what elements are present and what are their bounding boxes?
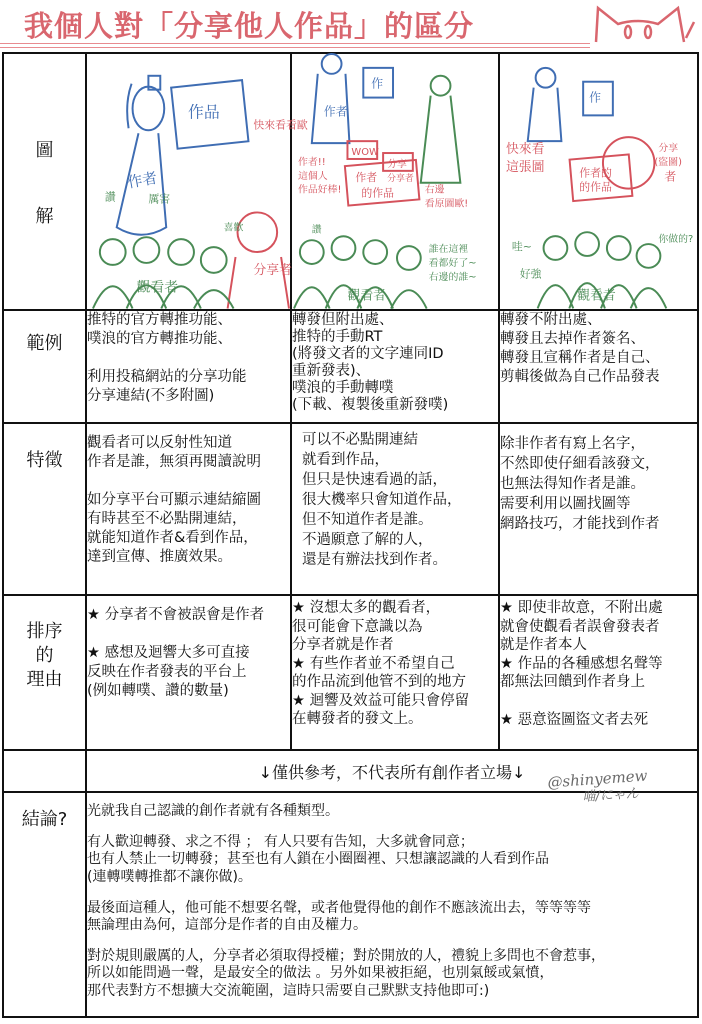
p1-work-label: 作品 <box>188 102 220 122</box>
p3-sharer-3: 者 <box>664 169 677 184</box>
uncredited-share-illustration <box>500 54 697 308</box>
features-col3-line: 不然即使仔細看該發文， <box>500 456 660 472</box>
p1-viewers: 觀看者 <box>136 279 179 296</box>
ranking-col1-line: (例如轉噗、讚的數量) <box>87 683 229 699</box>
p3-shout-2: 這張圖 <box>505 159 545 175</box>
diagram-panel-credited <box>86 53 308 310</box>
spacer <box>87 934 697 948</box>
features-col3 <box>499 423 698 595</box>
p1-sharer-cry: 快來看看歐 <box>253 118 308 132</box>
examples-col3-line: 轉發且宣稱作者是自己、 <box>500 350 660 366</box>
spacer <box>500 692 697 711</box>
examples-col1-line: 分享連結(不多附圖) <box>87 388 215 404</box>
p2-bottom-2: 看都好了~ <box>428 257 477 269</box>
ranking-col1 <box>86 595 291 750</box>
diagram-label-bottom: 解 <box>35 205 54 227</box>
features-col3-line: 也無法得知作者是誰。 <box>500 476 645 492</box>
p2-tag-wow: WOW <box>351 147 379 159</box>
features-col3-line: 除非作者有寫上名字， <box>500 436 645 452</box>
conclusion-row <box>3 792 698 1017</box>
p2-viewers: 觀看者 <box>347 288 387 304</box>
examples-col2-line: (將發文者的文字連同ID <box>292 346 444 362</box>
conclusion-line: 無論理由為何，這部分是作者的自由及權力。 <box>87 917 367 934</box>
features-col1 <box>86 423 291 595</box>
examples-col3-line: 轉發且去掉作者簽名、 <box>500 331 645 347</box>
features-col1-line: 觀看者可以反射性知道 <box>87 435 232 451</box>
features-col2-line: 很大機率只會知道作品， <box>302 492 462 508</box>
spacer <box>87 349 290 368</box>
p3-right: 你做的? <box>658 234 694 246</box>
title-underline <box>0 43 590 44</box>
diagram-row <box>3 53 698 310</box>
page-title: 我個人對「分享他人作品」的區分 <box>24 9 475 43</box>
features-col1-line: 就能知道作者&看到作品， <box>87 530 258 546</box>
ranking-col3-line: 都無法回饋到作者身上 <box>500 674 645 690</box>
conclusion-line: 最後面這種人，他可能不想要名聲，或者他覺得他的創作不應該流出去，等等等等 <box>87 899 591 916</box>
spacer <box>87 625 290 644</box>
p2-right-2: 看原圖歐! <box>424 198 469 210</box>
ranking-col3-line: ★ 作品的各種感想名聲等 <box>500 655 663 672</box>
features-col2-line: 但不知道作者是誰。 <box>302 512 433 528</box>
disclaimer-note: ↓僅供參考，不代表所有創作者立場↓ <box>86 750 698 792</box>
conclusion-line: 有人歡迎轉發、求之不得 ； 有人只要有告知，大多就會同意； <box>87 834 474 851</box>
p1-like2: 喜歡 <box>223 222 244 234</box>
ranking-col1-line: 反映在作者發表的平台上 <box>87 664 247 680</box>
examples-col3-line: 轉發不附出處、 <box>500 312 602 328</box>
author-watermark <box>547 767 649 810</box>
manual-share-illustration <box>292 54 498 309</box>
spacer <box>87 820 697 834</box>
p3-viewers: 觀看者 <box>577 288 616 304</box>
disclaimer-blank <box>3 750 86 792</box>
p3-sharer-2: (盜圖) <box>654 156 682 168</box>
examples-col1 <box>86 310 291 423</box>
features-col1-line: 達到宣傳、推廣效果。 <box>87 549 232 565</box>
p2-bottom-3: 右邊的誰~ <box>428 271 477 283</box>
conclusion-line: 光就我自己認識的創作者就有各種類型。 <box>87 803 339 819</box>
examples-row <box>3 310 698 423</box>
spacer <box>87 472 290 491</box>
examples-col1-line: 噗浪的官方轉推功能、 <box>87 331 232 347</box>
examples-col1-line: 利用投稿網站的分享功能 <box>87 369 247 385</box>
features-col2-line: 但只是快速看過的話， <box>302 472 447 488</box>
ranking-label-line: 排序 <box>26 621 63 642</box>
ranking-col1-line: ★ 分享者不會被誤會是作者 <box>87 607 265 623</box>
p2-card-right: 分享者 <box>387 173 414 184</box>
watermark-sign: 喵/にゃん <box>582 786 640 806</box>
ranking-col2-line: ★ 有些作者並不希望自己 <box>292 655 455 672</box>
diagram-panel-uncredited <box>499 53 698 310</box>
ranking-col3-line: 就會使觀看者誤會發表者 <box>500 618 660 635</box>
p2-like: 讚 <box>311 224 322 236</box>
p1-author-label: 作者 <box>126 168 159 192</box>
ranking-col1-line: ★ 感想及迴響大多可直接 <box>87 645 250 661</box>
examples-col2 <box>291 310 499 423</box>
p1-sharer-label: 分享者 <box>253 262 292 278</box>
examples-col1-line: 推特的官方轉推功能、 <box>87 312 232 328</box>
p2-right-1: 右邊 <box>424 184 445 196</box>
ranking-col2-line: 分享者就是作者 <box>292 637 394 653</box>
p3-left-2: 好強 <box>519 267 542 281</box>
p3-card-1: 作者的 <box>579 166 612 180</box>
examples-col2-line: 推特的手動RT <box>292 329 383 345</box>
ranking-col3-line: ★ 惡意盜圖盜文者去死 <box>500 711 649 728</box>
watermark-handle: @shinyemew <box>546 766 648 792</box>
conclusion-line: 對於規則嚴厲的人，分享者必須取得授權；對於開放的人，禮貌上多問也不會惹事， <box>87 948 605 965</box>
features-col1-line: 有時甚至不必點開連結， <box>87 511 247 527</box>
ranking-col2-line: ★ 沒想太多的觀看者， <box>292 600 441 616</box>
conclusion-line: 也有人禁止一切轉發；甚至也有人鎖在小圈圈裡、只想讓認識的人看到作品 <box>87 851 549 868</box>
ranking-row <box>3 595 698 750</box>
features-col2-line: 可以不必點開連結 <box>302 432 418 448</box>
examples-label: 範例 <box>3 310 86 423</box>
p2-shout-2: 這個人 <box>297 170 328 182</box>
diagram-label-top: 圖 <box>35 139 54 161</box>
diagram-panel-manual <box>291 53 499 310</box>
features-col2 <box>291 423 499 595</box>
credited-share-illustration <box>87 54 308 308</box>
p3-sharer-1: 分享 <box>658 143 679 155</box>
examples-col2-line: (下載、複製後重新發噗) <box>292 397 449 413</box>
p2-bottom-1: 誰在這裡 <box>428 244 469 256</box>
cat-doodle-icon <box>588 2 698 46</box>
examples-col3-line: 剪輯後做為自己作品發表 <box>500 369 660 385</box>
examples-col2-line: 重新發表)、 <box>292 363 371 379</box>
p2-card-bottom: 的作品 <box>361 186 394 200</box>
ranking-col2-line: ★ 迴響及效益可能只會停留 <box>292 692 470 709</box>
features-col1-line: 如分享平台可顯示連結縮圖 <box>87 492 261 508</box>
features-row <box>3 423 698 595</box>
examples-col2-line: 轉發但附出處、 <box>292 312 394 328</box>
conclusion-text <box>86 792 698 1017</box>
ranking-col3-line: ★ 即使非故意，不附出處 <box>500 600 663 616</box>
examples-col3 <box>499 310 698 423</box>
features-col1-line: 作者是誰，無須再閱讀說明 <box>87 454 261 470</box>
features-label: 特徵 <box>3 423 86 595</box>
p3-work-label: 作 <box>589 90 601 105</box>
ranking-label-line: 的 <box>35 645 54 666</box>
spacer <box>87 886 697 900</box>
p3-card-2: 的作品 <box>579 180 612 194</box>
p2-shout-1: 作者!! <box>297 156 326 168</box>
ranking-label-line: 理由 <box>26 669 63 690</box>
ranking-col3-line: 就是作者本人 <box>500 637 587 653</box>
p2-card-left: 作者 <box>355 170 378 184</box>
conclusion-line: 那代表對方不想擴大交流範圍，這時只需要自己默默支持他即可:) <box>87 982 490 999</box>
features-col2-line: 還是有辦法找到作者。 <box>302 552 447 568</box>
ranking-col2-line: 的作品流到他管不到的地方 <box>292 674 466 690</box>
p1-wow: 厲害 <box>148 192 171 206</box>
features-col2-line: 不過願意了解的人， <box>302 532 433 548</box>
conclusion-line: (連轉噗轉推都不讓你做)。 <box>87 868 252 885</box>
features-col2-line: 就看到作品， <box>302 452 389 468</box>
ranking-col3 <box>499 595 698 750</box>
p3-left-1: 哇~ <box>511 240 532 254</box>
examples-col2-line: 噗浪的手動轉噗 <box>292 380 394 396</box>
features-col3-line: 網路技巧，才能找到作者 <box>500 516 660 532</box>
ranking-col2-line: 很可能會下意識以為 <box>292 618 423 635</box>
p1-like: 讚 <box>104 190 116 204</box>
features-col3-line: 需要利用以圖找圖等 <box>500 496 631 512</box>
ranking-col2 <box>291 595 499 750</box>
ranking-col2-line: 在轉發者的發文上。 <box>292 711 423 727</box>
p2-author-label: 作者 <box>323 104 348 119</box>
diagram-label <box>3 53 86 310</box>
p2-tag-share: 分享 <box>387 158 407 170</box>
conclusion-label: 結論? <box>3 792 86 1017</box>
p3-shout-1: 快來看 <box>505 141 545 157</box>
p2-work-label: 作 <box>371 76 384 91</box>
comparison-table <box>2 52 699 1018</box>
title-underline <box>0 47 590 48</box>
p2-shout-3: 作品好棒! <box>297 184 342 196</box>
conclusion-line: 所以如能問過一聲，是最安全的做法 。另外如果被拒絕，也別氣餒或氣憤， <box>87 965 554 982</box>
ranking-label <box>3 595 86 750</box>
